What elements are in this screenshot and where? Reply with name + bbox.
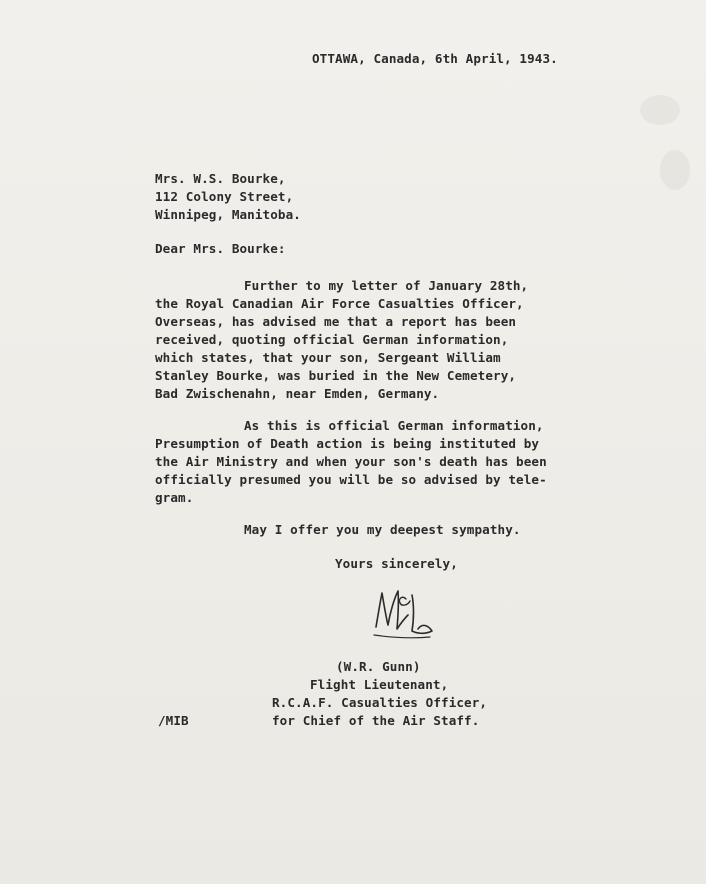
salutation: Dear Mrs. Bourke: [155, 241, 286, 256]
address-line: Mrs. W.S. Bourke, [155, 171, 286, 186]
paragraph-line: which states, that your son, Sergeant William [155, 350, 501, 365]
paragraph-line: the Air Ministry and when your son's death has been [155, 454, 547, 469]
address-line: Winnipeg, Manitoba. [155, 207, 301, 222]
signatory-title: R.C.A.F. Casualties Officer, [272, 695, 488, 710]
signatory-rank: Flight Lieutenant, [310, 677, 449, 692]
paper-stain [640, 95, 680, 125]
paragraph-line: received, quoting official German information, [155, 332, 509, 347]
paragraph-line: Further to my letter of January 28th, [244, 278, 529, 293]
paragraph-line: the Royal Canadian Air Force Casualties Officer, [155, 296, 524, 311]
paper-stain [660, 150, 690, 190]
paragraph-line: officially presumed you will be so advised by tele- [155, 472, 547, 487]
signatory-name: (W.R. Gunn) [336, 659, 421, 674]
paragraph-line: Overseas, has advised me that a report has been [155, 314, 517, 329]
closing: Yours sincerely, [335, 556, 458, 571]
paragraph-line: gram. [155, 490, 194, 505]
paragraph-line: Presumption of Death action is being instituted by [155, 436, 540, 451]
sympathy-line: May I offer you my deepest sympathy. [244, 522, 521, 537]
paragraph-line: Stanley Bourke, was buried in the New Cemetery, [155, 368, 517, 383]
handwritten-signature [368, 585, 438, 645]
typist-reference: /MIB [158, 713, 189, 728]
dateline: OTTAWA, Canada, 6th April, 1943. [312, 51, 558, 66]
paragraph-line: As this is official German information, [244, 418, 544, 433]
paragraph-line: Bad Zwischenahn, near Emden, Germany. [155, 386, 440, 401]
address-line: 112 Colony Street, [155, 189, 294, 204]
signatory-office: for Chief of the Air Staff. [272, 713, 480, 728]
